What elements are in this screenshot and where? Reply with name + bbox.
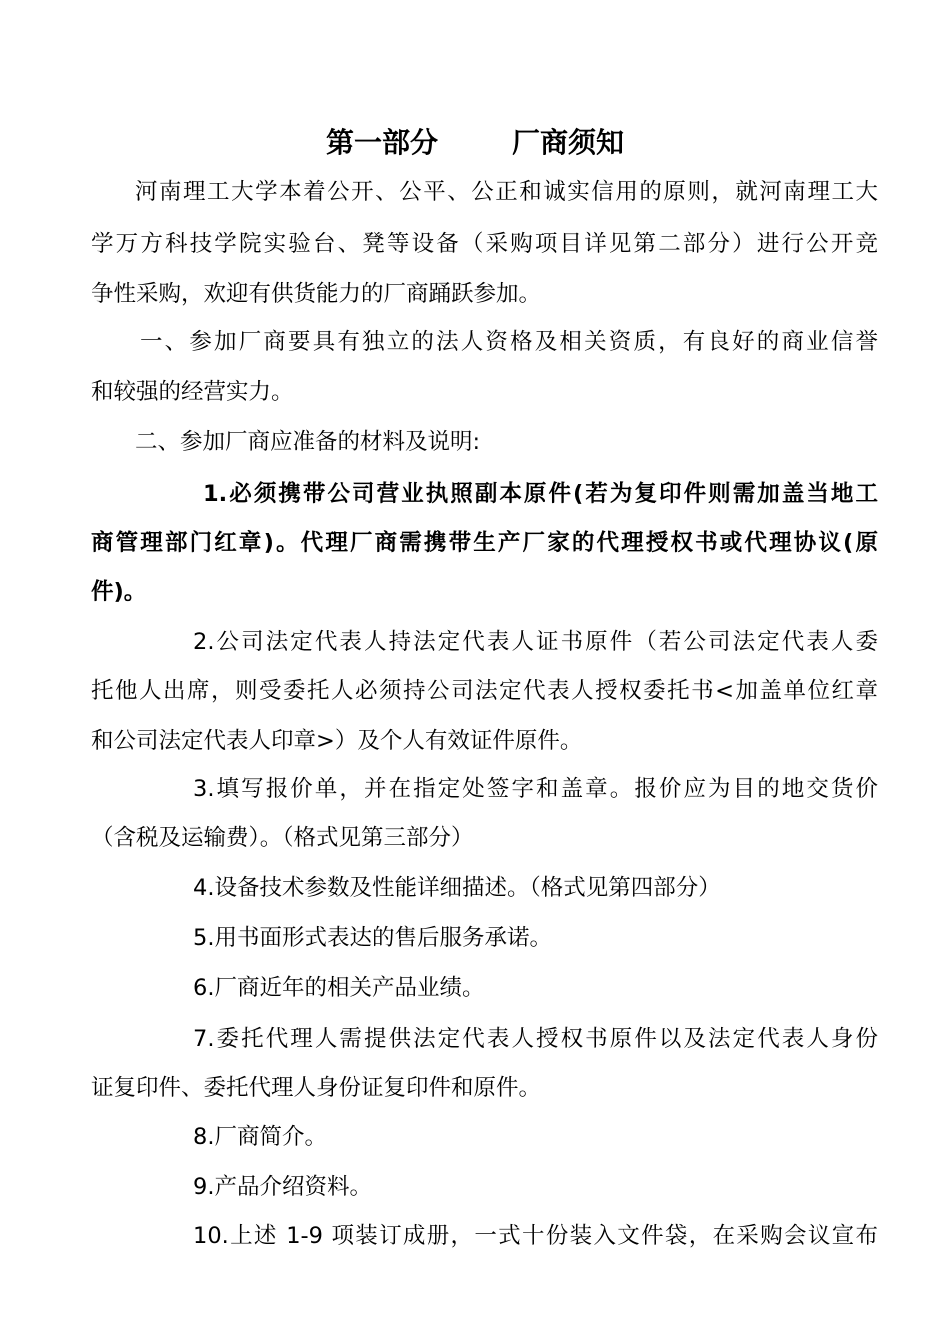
item1-line-3: 件)。: [91, 579, 147, 605]
title-name: 厂商须知: [512, 126, 625, 159]
item8: 8.厂商简介。: [193, 1124, 327, 1150]
section2-heading: 二、参加厂商应准备的材料及说明:: [135, 429, 481, 455]
page-title: [0, 126, 950, 160]
item4: 4.设备技术参数及性能详细描述。（格式见第四部分）: [193, 875, 721, 901]
intro-line-3: 争性采购，欢迎有供货能力的厂商踊跃参加。: [91, 281, 542, 307]
item1-line-1: 1.必须携带公司营业执照副本原件(若为复印件则需加盖当地工: [203, 481, 878, 507]
item7-line-1: 7.委托代理人需提供法定代表人授权书原件以及法定代表人身份: [193, 1026, 878, 1052]
section1-line-1: 一、参加厂商要具有独立的法人资格及相关资质，有良好的商业信誉: [140, 329, 878, 355]
item1-line-2: 商管理部门红章)。代理厂商需携带生产厂家的代理授权书或代理协议(原: [91, 530, 878, 556]
item3-line-2: （含税及运输费）。（格式见第三部分）: [91, 825, 474, 851]
item7-line-2: 证复印件、委托代理人身份证复印件和原件。: [91, 1075, 542, 1101]
item6: 6.厂商近年的相关产品业绩。: [193, 975, 485, 1001]
item2-line-3: 和公司法定代表人印章>）及个人有效证件原件。: [91, 728, 583, 754]
item5: 5.用书面形式表达的售后服务承诺。: [193, 925, 552, 951]
section1-line-2: 和较强的经营实力。: [91, 379, 294, 405]
item2-line-1: 2.公司法定代表人持法定代表人证书原件（若公司法定代表人委: [193, 629, 878, 655]
item2-line-2: 托他人出席，则受委托人必须持公司法定代表人授权委托书<加盖单位红章: [91, 678, 878, 704]
title-part: 第一部分: [325, 126, 438, 159]
item3-line-1: 3.填写报价单，并在指定处签字和盖章。报价应为目的地交货价: [193, 776, 878, 802]
intro-line-2: 学万方科技学院实验台、凳等设备（采购项目详见第二部分）进行公开竞: [91, 231, 878, 257]
item10: 10.上述 1-9 项装订成册，一式十份装入文件袋，在采购会议宣布: [193, 1223, 878, 1249]
intro-line-1: 河南理工大学本着公开、公平、公正和诚实信用的原则，就河南理工大: [135, 179, 878, 205]
item9: 9.产品介绍资料。: [193, 1174, 372, 1200]
